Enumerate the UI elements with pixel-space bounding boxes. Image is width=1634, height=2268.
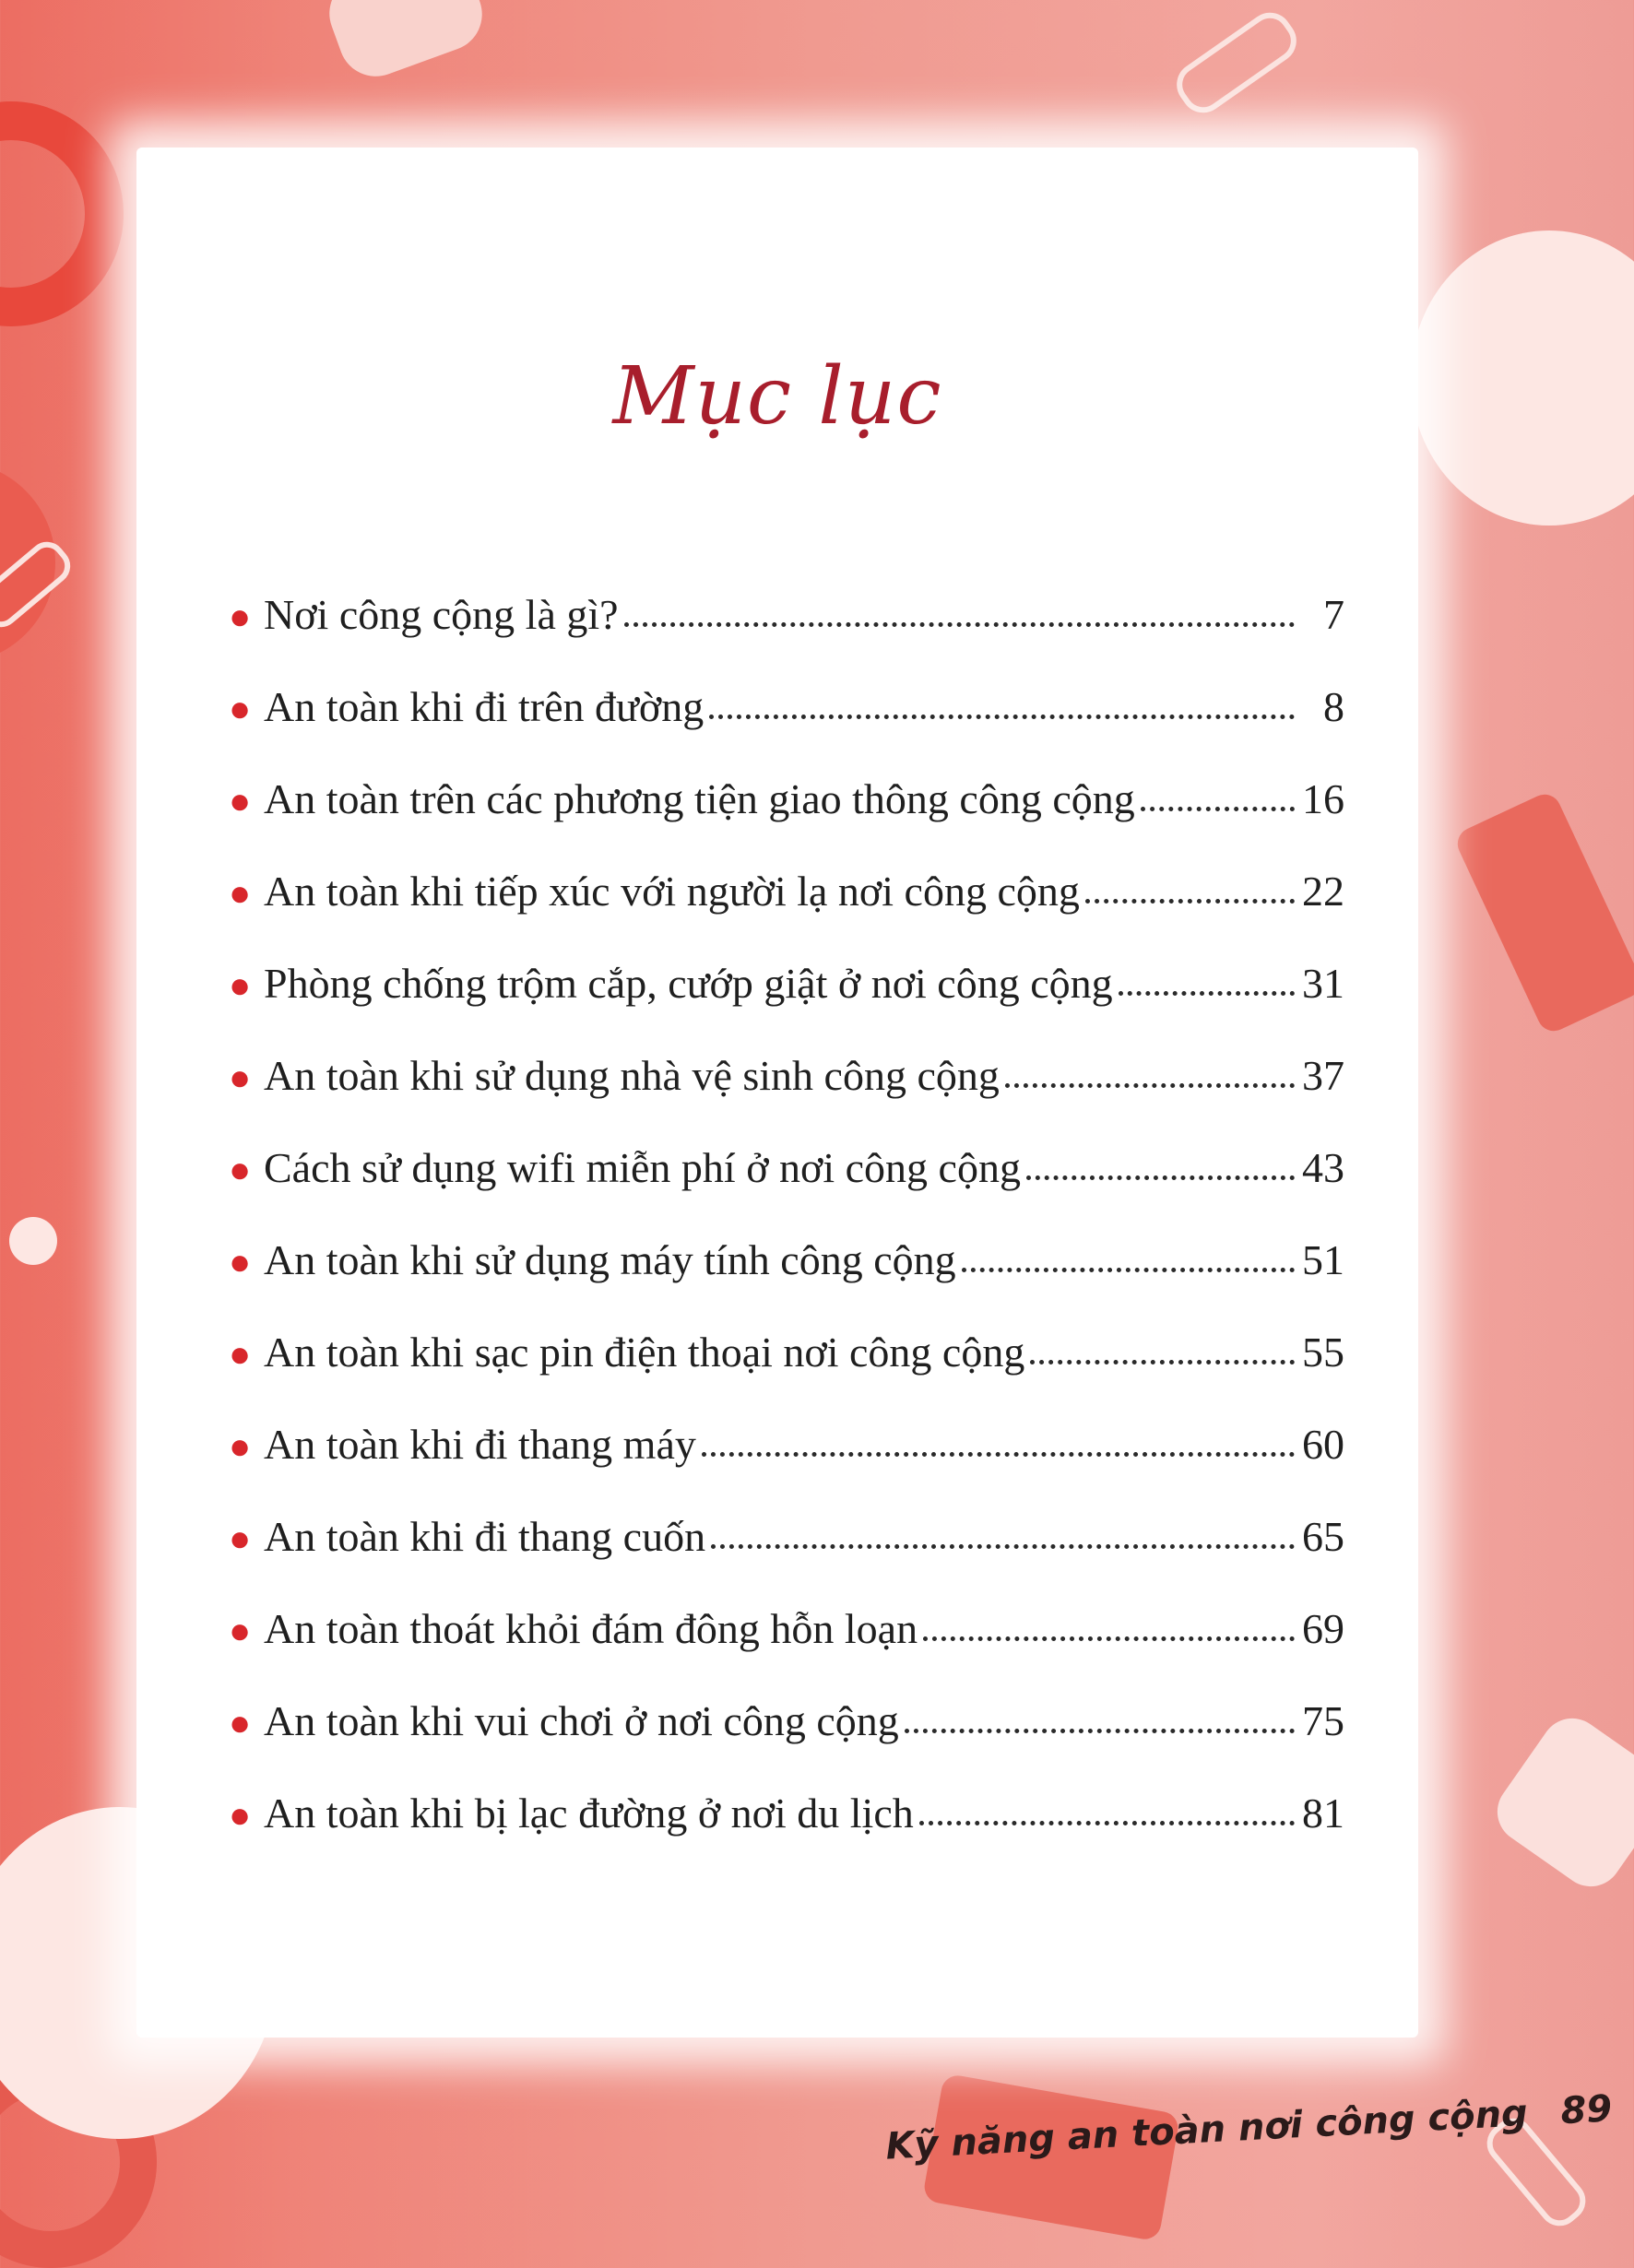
toc-entry <box>229 1512 1344 1604</box>
dot-leader <box>1030 1356 1295 1364</box>
toc-entry-title: An toàn khi vui chơi ở nơi công cộng <box>264 1697 899 1744</box>
table-of-contents <box>229 590 1344 1881</box>
toc-entry-page: 75 <box>1302 1697 1344 1744</box>
toc-entry-title: An toàn khi tiếp xúc với người lạ nơi công cộng <box>264 868 1080 915</box>
bullet-icon: ● <box>229 1149 252 1190</box>
dot-leader <box>1005 1080 1295 1088</box>
bullet-icon: ● <box>229 1702 252 1743</box>
toc-entry-title: An toàn khi đi thang cuốn <box>264 1513 706 1560</box>
dot-leader <box>711 1541 1295 1549</box>
toc-entry-title: An toàn khi bị lạc đường ở nơi du lịch <box>264 1790 914 1837</box>
bullet-icon: ● <box>229 780 252 821</box>
dot-leader <box>624 619 1295 627</box>
bullet-icon: ● <box>229 1057 252 1098</box>
bullet-icon: ● <box>229 1241 252 1282</box>
toc-entry <box>229 959 1344 1051</box>
dot-leader <box>962 1264 1295 1272</box>
toc-entry <box>229 1696 1344 1789</box>
toc-entry-page: 16 <box>1302 775 1344 822</box>
toc-entry <box>229 1051 1344 1143</box>
toc-entry <box>229 1143 1344 1235</box>
ring-decoration-left <box>0 101 124 326</box>
toc-entry-page: 55 <box>1302 1329 1344 1376</box>
toc-entry <box>229 867 1344 959</box>
dot-decoration-left <box>9 1217 57 1265</box>
toc-entry-title: An toàn trên các phương tiện giao thông công cộng <box>264 775 1135 822</box>
dot-leader <box>709 711 1295 719</box>
toc-entry-page: 69 <box>1302 1605 1344 1652</box>
toc-entry <box>229 1789 1344 1881</box>
toc-entry-page: 31 <box>1302 960 1344 1007</box>
toc-entry-title: An toàn khi đi thang máy <box>264 1421 696 1468</box>
toc-entry-page: 7 <box>1323 591 1344 638</box>
toc-entry-page: 43 <box>1302 1144 1344 1191</box>
toc-entry-title: An toàn khi đi trên đường <box>264 683 705 730</box>
page-title: Mục lục <box>612 350 942 443</box>
toc-entry <box>229 1604 1344 1696</box>
dot-leader <box>1141 803 1295 811</box>
content-card <box>136 148 1418 2038</box>
bullet-icon: ● <box>229 688 252 729</box>
dot-leader <box>1026 1172 1295 1180</box>
bullet-icon: ● <box>229 1518 252 1559</box>
toc-entry-title: Nơi công cộng là gì? <box>264 591 619 638</box>
toc-entry <box>229 774 1344 867</box>
bullet-icon: ● <box>229 1610 252 1651</box>
star-decoration-right <box>1486 1707 1634 1899</box>
toc-entry-title: An toàn khi sử dụng máy tính công cộng <box>264 1236 956 1283</box>
toc-entry <box>229 1420 1344 1512</box>
toc-entry <box>229 1235 1344 1328</box>
bullet-icon: ● <box>229 1794 252 1836</box>
dot-leader <box>1085 895 1295 904</box>
dot-leader <box>1119 987 1295 996</box>
star-decoration-top <box>319 0 492 87</box>
dot-leader <box>905 1725 1295 1733</box>
toc-entry-page: 8 <box>1323 683 1344 730</box>
toc-entry <box>229 1328 1344 1420</box>
bullet-icon: ● <box>229 964 252 1006</box>
bullet-icon: ● <box>229 872 252 914</box>
bullet-icon: ● <box>229 1425 252 1467</box>
dot-leader <box>919 1817 1295 1825</box>
paperclip-icon-top <box>1168 4 1305 121</box>
toc-entry-title: An toàn khi sử dụng nhà vệ sinh công cộng <box>264 1052 1000 1099</box>
toc-entry-page: 37 <box>1302 1052 1344 1099</box>
toc-entry <box>229 590 1344 682</box>
footer-page-number: 89 <box>1559 2087 1614 2133</box>
dot-leader <box>702 1448 1295 1457</box>
toc-entry-page: 65 <box>1302 1513 1344 1560</box>
toc-entry-title: An toàn thoát khỏi đám đông hỗn loạn <box>264 1605 918 1652</box>
toc-entry-page: 22 <box>1302 868 1344 915</box>
dot-leader <box>923 1633 1295 1641</box>
footer-book-title: Kỹ năng an toàn nơi công cộng <box>884 2092 1529 2168</box>
toc-entry-page: 51 <box>1302 1236 1344 1283</box>
cloud-decoration-right <box>1411 230 1634 526</box>
toc-entry-title: Phòng chống trộm cắp, cướp giật ở nơi công cộng <box>264 960 1113 1007</box>
eraser-decoration-right <box>1452 789 1634 1036</box>
toc-entry-page: 60 <box>1302 1421 1344 1468</box>
toc-entry-title: An toàn khi sạc pin điện thoại nơi công cộng <box>264 1329 1025 1376</box>
toc-entry <box>229 682 1344 774</box>
bullet-icon: ● <box>229 596 252 637</box>
toc-entry-page: 81 <box>1302 1790 1344 1837</box>
bullet-icon: ● <box>229 1333 252 1375</box>
toc-entry-title: Cách sử dụng wifi miễn phí ở nơi công cộng <box>264 1144 1021 1191</box>
